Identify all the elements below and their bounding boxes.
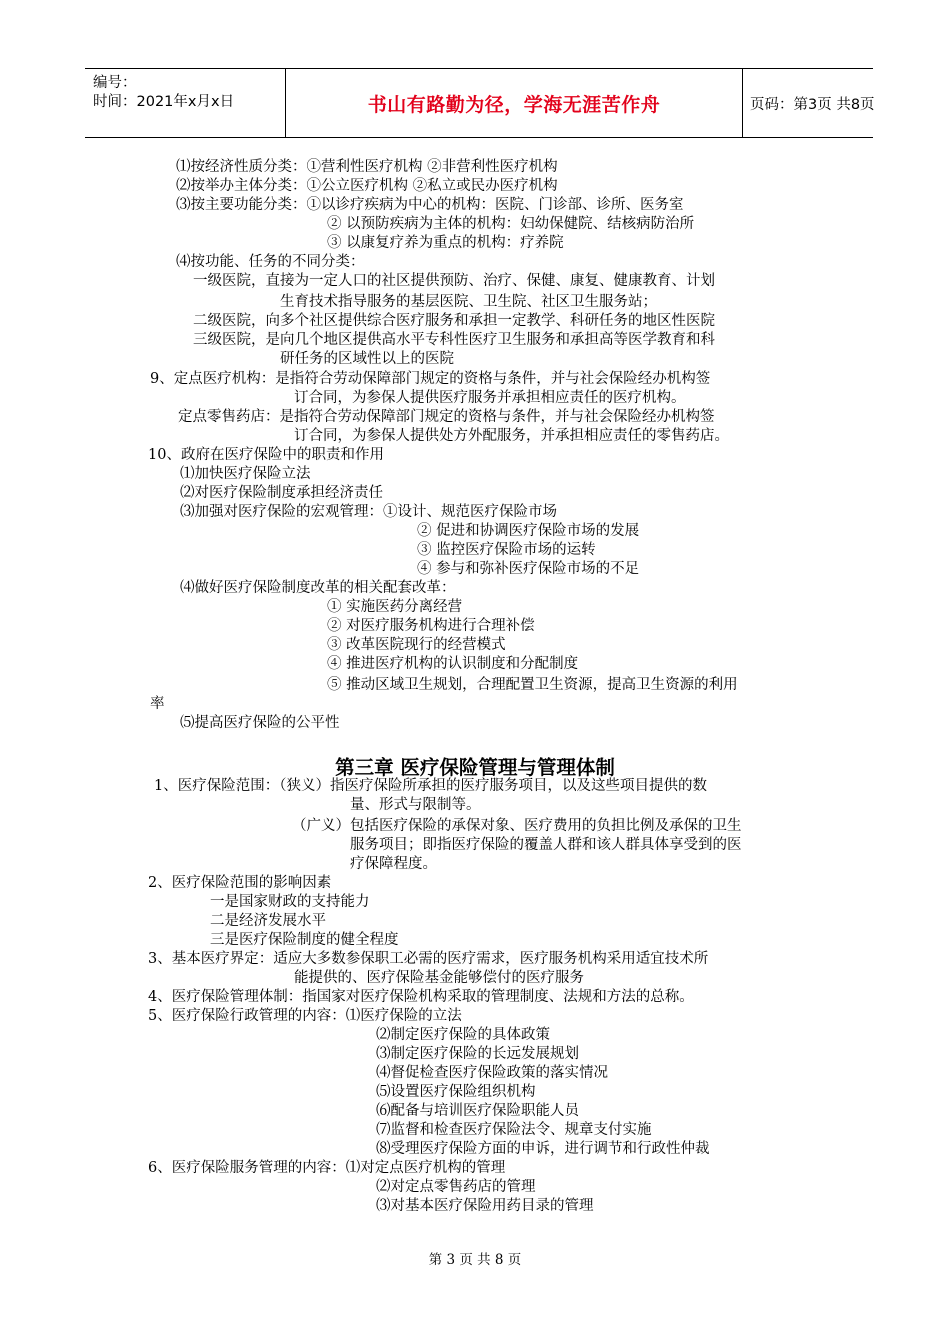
text-line: 二是经济发展水平 [210, 913, 326, 929]
text-line: 6、医疗保险服务管理的内容：⑴对定点医疗机构的管理 [148, 1160, 506, 1176]
text-line: 订合同，为参保人提供医疗服务并承担相应责任的医疗机构。 [294, 390, 686, 406]
header-page-number: 页码：第3页 共8页 [750, 96, 875, 113]
text-line: 1、医疗保险范围：（狭义）指医疗保险所承担的医疗服务项目，以及这些项目提供的数 [154, 778, 707, 794]
page-header [85, 68, 873, 138]
text-line: 量、形式与限制等。 [350, 797, 481, 813]
text-line: 三是医疗保险制度的健全程度 [210, 932, 399, 948]
text-line: ⑵制定医疗保险的具体政策 [376, 1027, 550, 1043]
text-line: 9、定点医疗机构：是指符合劳动保障部门规定的资格与条件，并与社会保险经办机构签 [150, 371, 711, 387]
text-line: 服务项目；即指医疗保险的覆盖人群和该人群具体享受到的医 [350, 837, 742, 853]
header-time: 时间：2021年x月x日 [93, 94, 235, 110]
text-line: ① 实施医药分离经营 [327, 599, 463, 615]
text-line: ⑵按举办主体分类：①公立医疗机构 ②私立或民办医疗机构 [176, 178, 558, 194]
text-line: 2、医疗保险范围的影响因素 [148, 875, 332, 891]
text-line: 率 [150, 696, 165, 712]
text-line: 定点零售药店：是指符合劳动保障部门规定的资格与条件，并与社会保险经办机构签 [178, 409, 715, 425]
text-line: 一是国家财政的支持能力 [210, 894, 370, 910]
text-line: ④ 推进医疗机构的认识制度和分配制度 [327, 656, 579, 672]
text-line: ⑶制定医疗保险的长远发展规划 [376, 1046, 579, 1062]
header-motto: 书山有路勤为径，学海无涯苦作舟 [367, 93, 661, 116]
text-line: 疗保障程度。 [350, 856, 437, 872]
text-line: ⑵对定点零售药店的管理 [376, 1179, 536, 1195]
text-line: ⑵对医疗保险制度承担经济责任 [180, 485, 383, 501]
text-line: ④ 参与和弥补医疗保险市场的不足 [417, 561, 640, 577]
header-meta [85, 69, 285, 137]
page-footer: 第 3 页 共 8 页 [428, 1252, 522, 1268]
text-line: ⑶加强对医疗保险的宏观管理：①设计、规范医疗保险市场 [180, 504, 557, 520]
text-line: 一级医院，直接为一定人口的社区提供预防、治疗、保健、康复、健康教育、计划 [193, 273, 715, 289]
chapter-title: 第三章 医疗保险管理与管理体制 [335, 756, 615, 779]
text-line: ⑹配备与培训医疗保险职能人员 [376, 1103, 579, 1119]
text-line: ② 对医疗服务机构进行合理补偿 [327, 618, 535, 634]
text-line: ③ 监控医疗保险市场的运转 [417, 542, 596, 558]
text-line: 二级医院，向多个社区提供综合医疗服务和承担一定教学、科研任务的地区性医院 [193, 313, 715, 329]
text-line: ⑴加快医疗保险立法 [180, 466, 311, 482]
text-line: （广义）包括医疗保险的承保对象、医疗费用的负担比例及承保的卫生 [292, 818, 742, 834]
text-line: ⑶按主要功能分类：①以诊疗疾病为中心的机构：医院、门诊部、诊所、医务室 [176, 197, 684, 213]
text-line: 10、政府在医疗保险中的职责和作用 [148, 447, 384, 463]
text-line: ⑷做好医疗保险制度改革的相关配套改革： [180, 580, 456, 596]
text-line: ⑷督促检查医疗保险政策的落实情况 [376, 1065, 608, 1081]
text-line: ⑶对基本医疗保险用药目录的管理 [376, 1198, 594, 1214]
text-line: ⑻受理医疗保险方面的申诉，进行调节和行政性仲裁 [376, 1141, 710, 1157]
text-line: ⑴按经济性质分类：①营利性医疗机构 ②非营利性医疗机构 [176, 159, 558, 175]
text-line: ⑷按功能、任务的不同分类： [176, 254, 365, 270]
header-number: 编号： [93, 75, 137, 91]
text-line: ⑺监督和检查医疗保险法令、规章支付实施 [376, 1122, 652, 1138]
header-page-cell [742, 69, 873, 137]
text-line: 订合同，为参保人提供处方外配服务，并承担相应责任的零售药店。 [294, 428, 729, 444]
text-line: 能提供的、医疗保险基金能够偿付的医疗服务 [294, 970, 584, 986]
text-line: 5、医疗保险行政管理的内容：⑴医疗保险的立法 [148, 1008, 462, 1024]
text-line: ② 以预防疾病为主体的机构：妇幼保健院、结核病防治所 [327, 216, 695, 232]
text-line: 4、医疗保险管理体制：指国家对医疗保险机构采取的管理制度、法规和方法的总称。 [148, 989, 694, 1005]
text-line: ⑸提高医疗保险的公平性 [180, 715, 340, 731]
text-line: ③ 以康复疗养为重点的机构：疗养院 [327, 235, 564, 251]
text-line: ③ 改革医院现行的经营模式 [327, 637, 506, 653]
header-motto-cell [285, 69, 743, 137]
text-line: ⑸设置医疗保险组织机构 [376, 1084, 536, 1100]
text-line: ② 促进和协调医疗保险市场的发展 [417, 523, 640, 539]
text-line: 3、基本医疗界定：适应大多数参保职工必需的医疗需求，医疗服务机构采用适宜技术所 [148, 951, 709, 967]
text-line: 生育技术指导服务的基层医院、卫生院、社区卫生服务站； [280, 294, 657, 310]
text-line: 三级医院，是向几个地区提供高水平专科性医疗卫生服务和承担高等医学教育和科 [193, 332, 715, 348]
text-line: ⑤ 推动区域卫生规划，合理配置卫生资源，提高卫生资源的利用 [327, 677, 738, 693]
text-line: 研任务的区域性以上的医院 [280, 351, 454, 367]
